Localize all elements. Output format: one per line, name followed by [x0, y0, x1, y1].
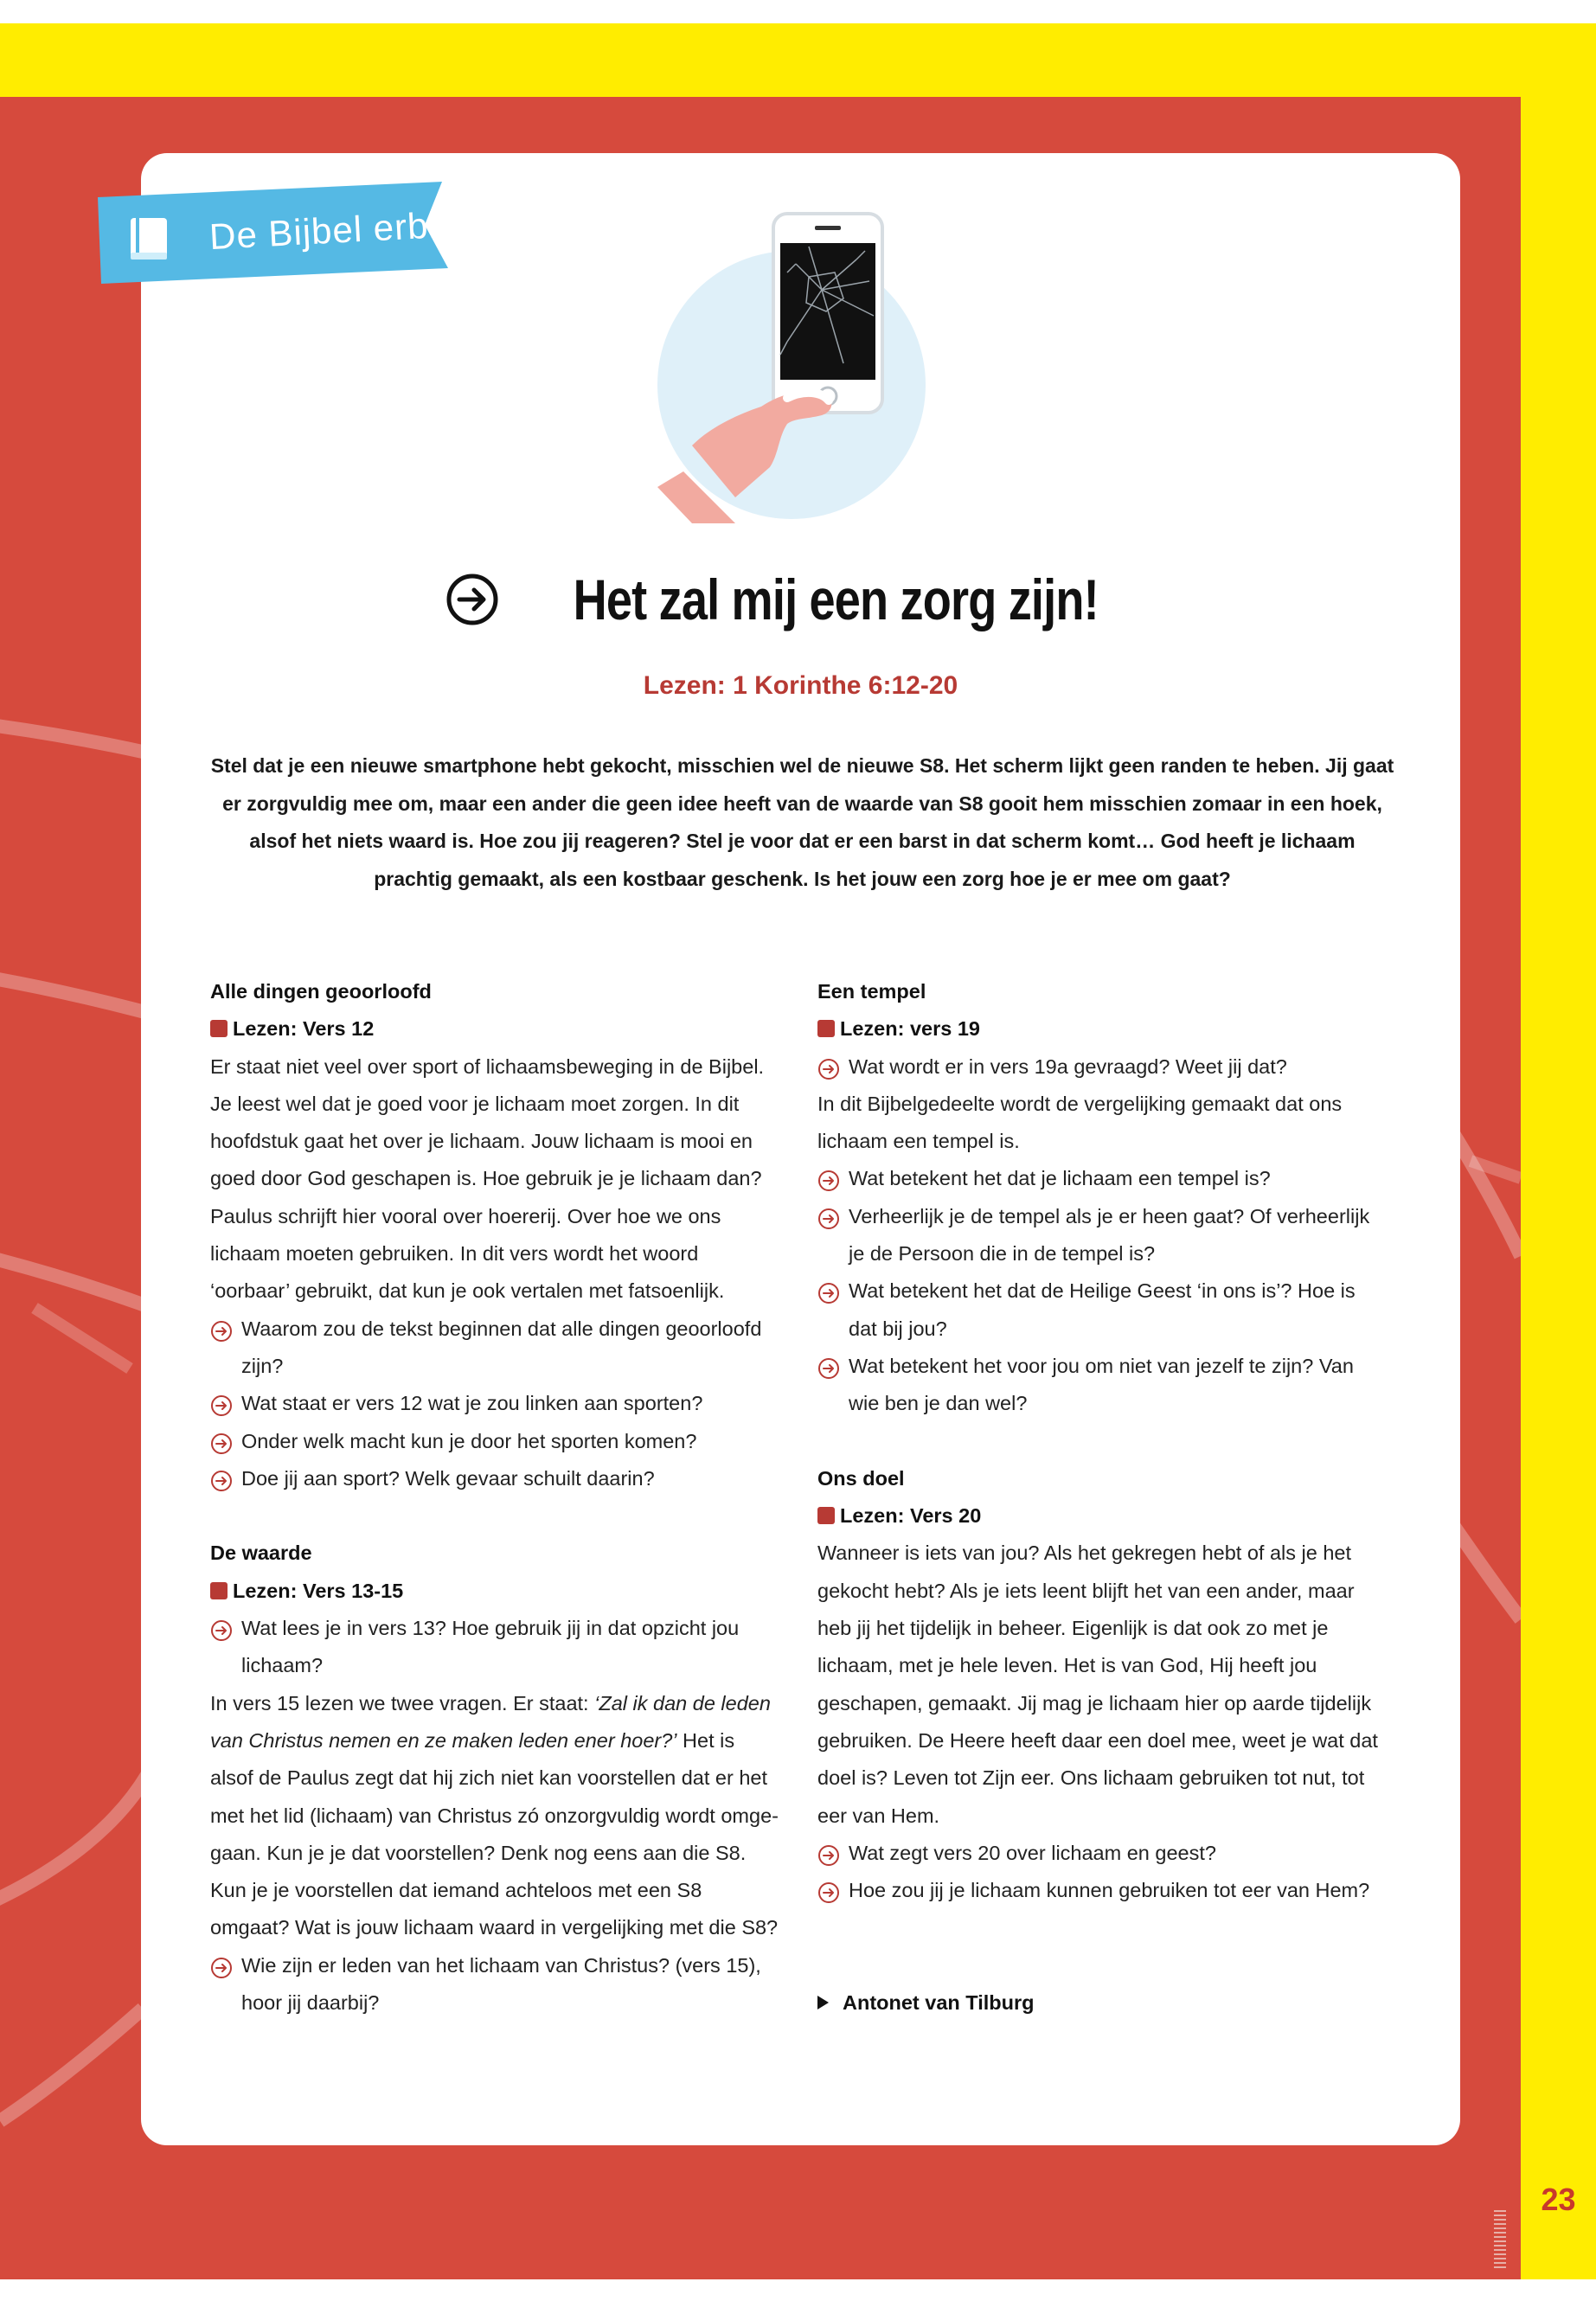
author-line — [817, 1984, 1388, 2022]
bible-icon — [817, 1507, 835, 1524]
arrow-circle-icon — [817, 1881, 840, 1904]
arrow-circle-icon — [210, 1470, 233, 1492]
section-heading: Ons doel — [817, 1466, 905, 1490]
question-text: Wat zegt vers 20 over lichaam en geest? — [849, 1841, 1216, 1864]
question-item — [210, 1385, 781, 1422]
arrow-circle-icon — [817, 1208, 840, 1230]
question-item — [817, 1872, 1388, 1909]
question-text: Doe jij aan sport? Welk gevaar schuilt daarin? — [241, 1466, 655, 1490]
question-item — [210, 1947, 781, 2022]
question-item — [817, 1835, 1388, 1872]
arrow-circle-icon — [210, 1320, 233, 1343]
question-item — [817, 1272, 1388, 1348]
reading-line — [210, 1010, 781, 1048]
question-text: Verheerlijk je de tempel als je er heen gaat? Of verheerlijk je de Persoon die in de tempel is? — [849, 1204, 1370, 1266]
spacer — [817, 1423, 1388, 1460]
arrow-circle-icon — [210, 1394, 233, 1417]
arrow-circle-icon — [210, 1957, 233, 1979]
triangle-bullet-icon — [817, 1996, 829, 2009]
question-item — [817, 1048, 1388, 1086]
section-heading: De waarde — [210, 1541, 312, 1565]
page-number: 23 — [1541, 2182, 1576, 2217]
question-text: Wat staat er vers 12 wat je zou linken aan sporten? — [241, 1392, 703, 1415]
title-row — [141, 567, 1460, 632]
bottom-white-strip — [0, 2279, 1596, 2301]
question-item — [817, 1198, 1388, 1273]
intro-paragraph: Stel dat je een nieuwe smartphone hebt gekocht, misschien wel de nieuwe S8. Het scherm lijkt geen randen te heben. Jij gaat er zorgvuldig mee om, maar een ander die geen idee heeft van de waarde van S8 gooit hem misschien zomaar in een hoek, alsof het niets waard is. Hoe zou jij reageren? Stel je voor dat er een barst in dat scherm komt… God heeft je lichaam prachtig gemaakt, als een kostbaar geschenk. Is het jouw een zorg hoe je er mee om gaat? — [210, 754, 1394, 890]
barcode-mark — [1494, 2210, 1506, 2271]
reading-line — [210, 1573, 781, 1610]
phone-in-hand-illustration — [657, 212, 943, 523]
question-item — [210, 1610, 781, 1685]
section-body: Wanneer is iets van jou? Als het gekregen hebt of als je het gekocht hebt? Als je iets leent blijft het van een ander, maar heb jij het tijdelijk in beheer. Eigenlijk is dat ook zo met je lichaam, met je hele leven. Het is van God, Hij heeft jou geschapen, gemaakt. Jij mag je lichaam hier op aarde tijdelijk gebruiken. De Heere heeft daar een doel mee, weet je wat dat doel is? Leven tot Zijn eer. Ons lichaam gebruiken tot nut, tot eer van Hem. — [817, 1541, 1378, 1827]
section-body — [210, 1685, 781, 1947]
arrow-circle-icon — [817, 1282, 840, 1304]
reading-label: Lezen: Vers 20 — [840, 1504, 982, 1528]
section-body: In dit Bijbelgedeelte wordt de vergelijking gemaakt dat ons lichaam een tempel is. — [817, 1092, 1343, 1153]
question-item — [817, 1160, 1388, 1197]
reading-label: Lezen: Vers 12 — [233, 1017, 375, 1041]
section-heading: Een tempel — [817, 980, 926, 1003]
bible-icon — [817, 1020, 835, 1037]
reading-line — [817, 1497, 1388, 1535]
body-text: Het is alsof de Paulus zegt dat hij zich niet kan voorstellen dat er het met het lid (lichaam) van Christus zó onzorgvuldig wordt omgegaan. Kun je je dat voorstellen? Denk nog eens aan die S8. Kun je je voorstellen dat iemand achteloos met een S8 omgaat? Wat is jouw lichaam waard in vergelijking met die S8? — [210, 1728, 779, 1939]
reading-reference: Lezen: 1 Korinthe 6:12-20 — [643, 671, 958, 700]
page-title: Het zal mij een zorg zijn! — [573, 567, 1099, 631]
section-heading: Alle dingen geoorloofd — [210, 980, 432, 1003]
right-yellow-band — [1521, 97, 1596, 2279]
top-yellow-band — [0, 23, 1596, 97]
question-text: Wat betekent het voor jou om niet van jezelf te zijn? Van wie ben je dan wel? — [849, 1354, 1354, 1415]
bible-quote: ‘Zal ik dan de leden van Christus nemen en ze maken leden ener hoer?’ — [210, 1691, 771, 1752]
bible-icon — [210, 1582, 228, 1599]
section-label: De Bijbel erbij — [208, 203, 448, 258]
question-text: Wat betekent het dat de Heilige Geest ‘in ons is’? Hoe is dat bij jou? — [849, 1279, 1356, 1340]
author-name: Antonet van Tilburg — [843, 1991, 1035, 2015]
arrow-circle-icon — [210, 1619, 233, 1642]
arrow-circle-icon — [817, 1170, 840, 1192]
question-item — [210, 1311, 781, 1386]
left-column — [210, 973, 781, 2022]
arrow-circle-icon — [817, 1058, 840, 1080]
question-text: Wie zijn er leden van het lichaam van Christus? (vers 15), hoor jij daarbij? — [241, 1953, 761, 2015]
book-icon — [127, 215, 172, 265]
question-text: Wat lees je in vers 13? Hoe gebruik jij in dat opzicht jou lichaam? — [241, 1617, 740, 1677]
reading-line — [817, 1010, 1388, 1048]
question-text: Wat wordt er in vers 19a gevraagd? Weet jij dat? — [849, 1054, 1287, 1078]
question-text: Wat betekent het dat je lichaam een tempel is? — [849, 1167, 1271, 1190]
section-body: Er staat niet veel over sport of lichaamsbeweging in de Bijbel. Je leest wel dat je goed voor je lichaam moet zorgen. In dit hoofdstuk gaat het over je lichaam. Jouw lichaam is mooi en goed door God geschapen is. Hoe gebruik je je lichaam dan? Paulus schrijft hier vooral over hoererij. Over hoe we ons lichaam moeten gebruiken. In dit vers wordt het woord ‘oorbaar’ gebruikt, dat kun je ook vertalen met fatsoenlijk. — [210, 1054, 765, 1303]
reading-label: Lezen: Vers 13-15 — [233, 1579, 404, 1602]
bible-icon — [210, 1020, 228, 1037]
question-item — [817, 1348, 1388, 1423]
question-item — [210, 1460, 781, 1497]
right-column — [817, 973, 1388, 2022]
arrow-circle-icon — [210, 1433, 233, 1455]
arrow-circle-icon — [445, 573, 499, 626]
spacer — [210, 1497, 781, 1535]
spacer — [817, 1909, 1388, 1946]
question-item — [210, 1423, 781, 1460]
body-text: In vers 15 lezen we twee vragen. Er staat: — [210, 1691, 595, 1715]
spacer — [817, 1947, 1388, 1984]
question-text: Waarom zou de tekst beginnen dat alle dingen geoorloofd zijn? — [241, 1317, 762, 1377]
question-text: Hoe zou jij je lichaam kunnen gebruiken tot eer van Hem? — [849, 1879, 1370, 1902]
arrow-circle-icon — [817, 1357, 840, 1380]
reading-label: Lezen: vers 19 — [840, 1017, 980, 1041]
question-text: Onder welk macht kun je door het sporten komen? — [241, 1429, 697, 1452]
arrow-circle-icon — [817, 1844, 840, 1867]
